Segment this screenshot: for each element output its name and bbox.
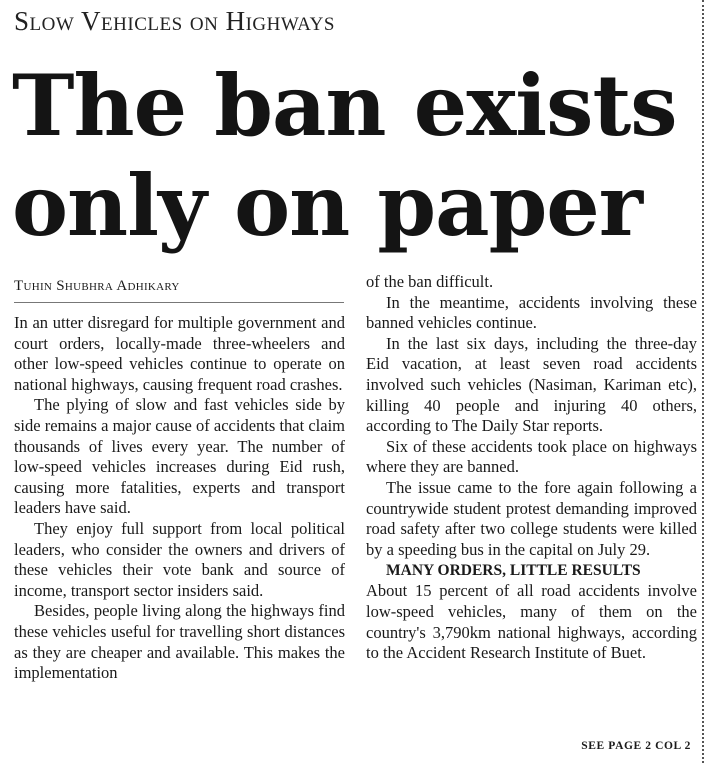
paragraph: In the meantime, accidents involving these banned vehicles continue. [366, 292, 697, 333]
paragraph: In an utter disregard for multiple government and court orders, locally-made three-wheelers and other low-speed vehicles continue to operate on national highways, causing frequent road crashes. [14, 313, 345, 394]
continuation-note: SEE PAGE 2 COL 2 [581, 740, 691, 752]
byline-rule [14, 302, 344, 303]
article-column-2 [366, 272, 697, 664]
paragraph: The issue came to the fore again following a countrywide student protest demanding improved road safety after two college students were killed by a speeding bus in the capital on July 29. [366, 477, 697, 559]
headline [12, 56, 677, 256]
column-divider [702, 0, 704, 763]
headline-line-2: only on paper [12, 156, 643, 255]
section-kicker: Slow Vehicles on Highways [14, 6, 335, 36]
paragraph: The plying of slow and fast vehicles side by side remains a major cause of accidents that claim thousands of lives every year. The number of low-speed vehicles increases during Eid rush, causing more fatalities, experts and transport leaders have said. [14, 395, 345, 518]
paragraph: of the ban difficult. [366, 272, 494, 291]
paragraph: Besides, people living along the highways find these vehicles useful for travelling short distances as they are cheaper and available. This makes the implementation [14, 601, 345, 683]
paragraph: In the last six days, including the three-day Eid vacation, at least seven road accidents involved such vehicles (Nasiman, Kariman etc), killing 40 people and injuring 40 others, according to The Daily Star reports. [366, 333, 697, 436]
paragraph: About 15 percent of all road accidents involve low-speed vehicles, many of them on the country's 3,790km national highways, according to the Accident Research Institute of Buet. [366, 581, 697, 663]
article-column-1 [14, 313, 345, 684]
paragraph: Six of these accidents took place on highways where they are banned. [366, 436, 697, 477]
paragraph: They enjoy full support from local political leaders, who consider the owners and drivers of these vehicles their vote bank and source of income, transport sector insiders said. [14, 518, 345, 600]
headline-line-1: The ban exists [12, 56, 677, 155]
byline: Tuhin Shubhra Adhikary [14, 278, 180, 294]
subheading: MANY ORDERS, LITTLE RESULTS [386, 562, 641, 580]
